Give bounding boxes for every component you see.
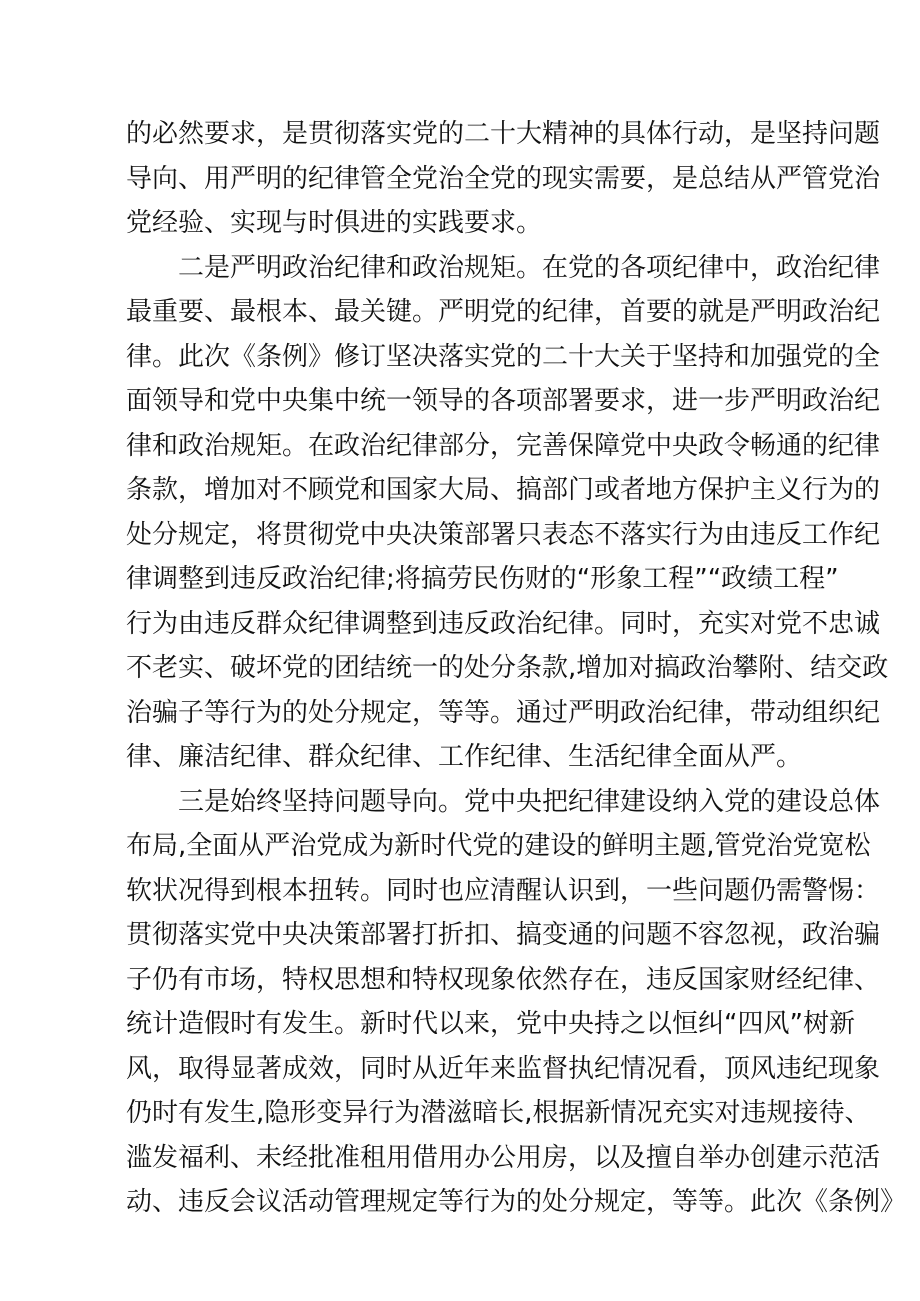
text-line: 律。此次《条例》修订坚决落实党的二十大关于坚持和加强党的全 [126, 341, 881, 372]
text-line: 的必然要求，是贯彻落实党的二十大精神的具体行动，是坚持问题 [126, 119, 881, 149]
text-line: 最重要、最根本、最关键。严明党的纪律，首要的就是严明政治纪 [126, 297, 881, 327]
text-line: 统计造假时有发生。新时代以来，党中央持之以恒纠“四风”树新 [126, 1009, 855, 1039]
text-line: 不老实、破坏党的团结统一的处分条款,增加对搞政治攀附、结交政 [126, 653, 889, 683]
text-line: 行为由违反群众纪律调整到违反政治纪律。同时，充实对党不忠诚 [126, 608, 881, 639]
text-line: 律、廉洁纪律、群众纪律、工作纪律、生活纪律全面从严。 [126, 742, 803, 772]
text-line: 处分规定，将贯彻党中央决策部署只表态不落实行为由违反工作纪 [126, 519, 881, 550]
text-line: 风，取得显著成效，同时从近年来监督执纪情况看，顶风违纪现象 [126, 1053, 881, 1084]
paragraph-start-line: 三是始终坚持问题导向。党中央把纪律建设纳入党的建设总体 [178, 786, 881, 817]
text-line: 子仍有市场，特权思想和特权现象依然存在，违反国家财经纪律、 [126, 964, 881, 995]
body-text [126, 112, 907, 1225]
text-line: 动、违反会议活动管理规定等行为的处分规定，等等。此次《条例》 [126, 1187, 907, 1217]
text-line: 贯彻落实党中央决策部署打折扣、搞变通的问题不容忽视，政治骗 [126, 920, 881, 950]
text-line: 软状况得到根本扭转。同时也应清醒认识到，一些问题仍需警惕： [126, 875, 881, 906]
text-line: 律和政治规矩。在政治纪律部分，完善保障党中央政令畅通的纪律 [126, 430, 881, 461]
text-line: 治骗子等行为的处分规定，等等。通过严明政治纪律，带动组织纪 [126, 697, 881, 728]
paragraph-start-line: 二是严明政治纪律和政治规矩。在党的各项纪律中，政治纪律 [178, 252, 881, 283]
text-line: 布局,全面从严治党成为新时代党的建设的鲜明主题,管党治党宽松 [126, 831, 871, 861]
text-line: 导向、用严明的纪律管全党治全党的现实需要，是总结从严管党治 [126, 163, 881, 194]
text-line: 条款，增加对不顾党和国家大局、搞部门或者地方保护主义行为的 [126, 475, 881, 505]
text-line: 面领导和党中央集中统一领导的各项部署要求，进一步严明政治纪 [126, 386, 881, 416]
text-line: 律调整到违反政治纪律;将搞劳民伤财的“形象工程”“政绩工程” [126, 564, 839, 594]
text-line: 党经验、实现与时俱进的实践要求。 [126, 208, 543, 238]
text-line: 滥发福利、未经批准租用借用办公用房，以及擅自举办创建示范活 [126, 1142, 881, 1173]
text-line: 仍时有发生,隐形变异行为潜滋暗长,根据新情况充实对违规接待、 [126, 1098, 871, 1128]
